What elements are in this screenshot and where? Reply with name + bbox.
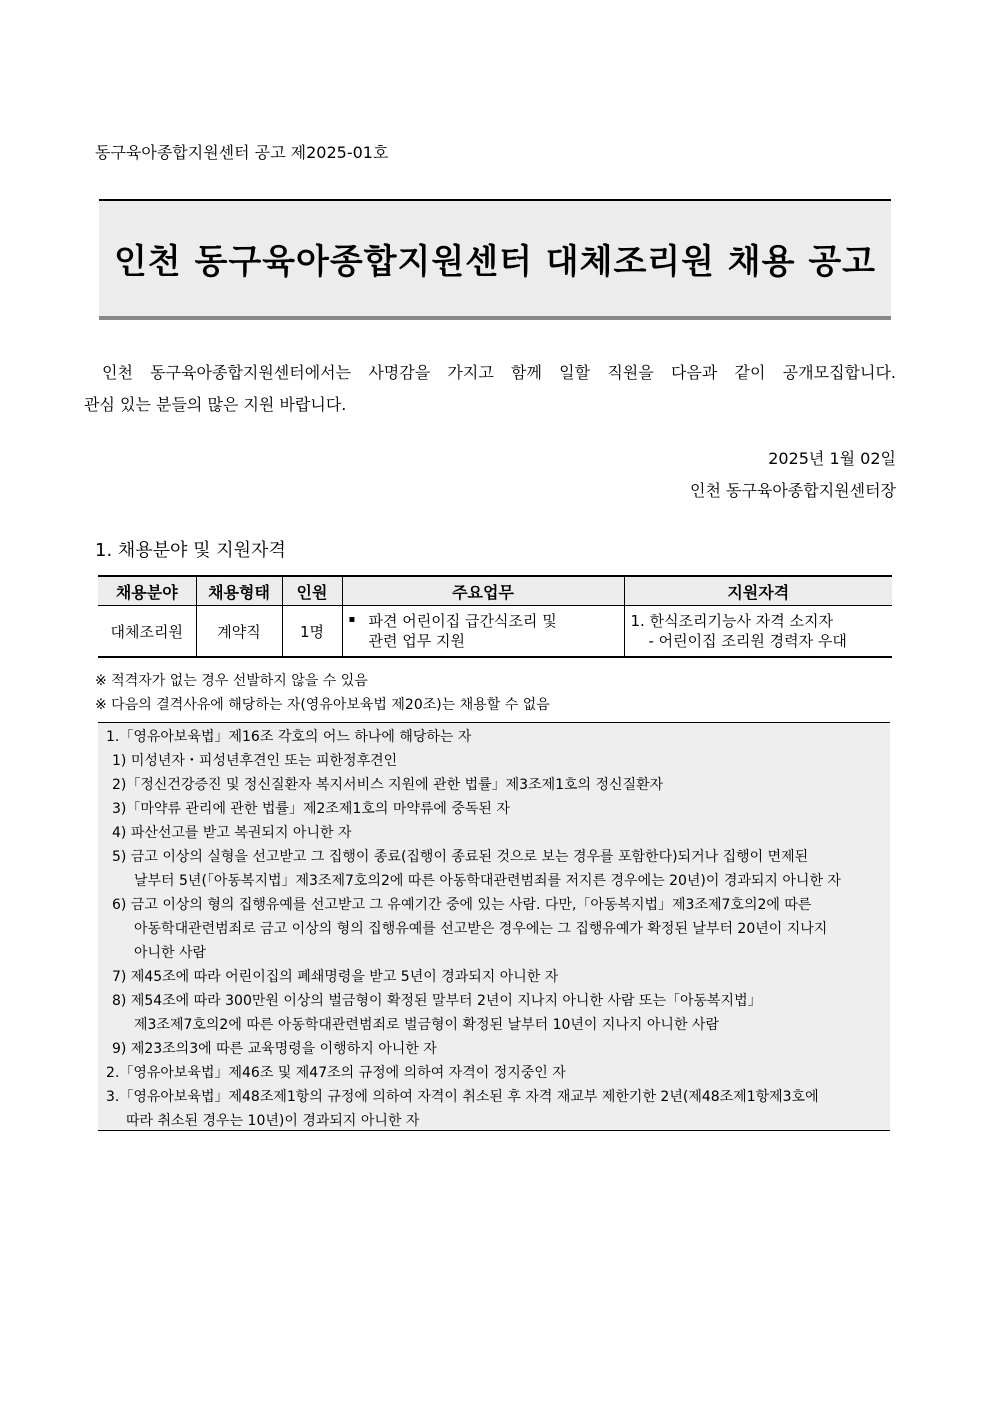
list-item: 1) 미성년자・피성년후견인 또는 피한정후견인: [112, 753, 398, 769]
header-duty: 주요업무: [342, 576, 624, 606]
cell-duty: [342, 606, 624, 658]
title-box: [99, 199, 891, 320]
notice-number: 동구육아종합지원센터 공고 제2025-01호: [95, 143, 389, 162]
notes: [95, 669, 550, 717]
intro-paragraph: [84, 357, 896, 421]
list-item: 3)「마약류 관리에 관한 법률」제2조제1호의 마약류에 중독된 자: [112, 801, 510, 817]
notice-date: 2025년 1월 02일: [768, 449, 896, 468]
recruitment-table: [98, 575, 892, 658]
duty-line-2: 관련 업무 지원: [368, 632, 465, 650]
list-item: 8) 제54조에 따라 300만원 이상의 벌금형이 확정된 말부터 2년이 지나지 아니한 사람 또는「아동복지법」: [112, 993, 762, 1009]
list-item-continued: 날부터 5년(「아동복지법」제3조제7호의2에 따른 아동학대관련범죄를 저지른 경우에는 20년)이 경과되지 아니한 자: [134, 873, 841, 889]
list-item-continued: 따라 취소된 경우는 10년)이 경과되지 아니한 자: [126, 1113, 420, 1129]
list-item: 1.「영유아보육법」제16조 각호의 어느 하나에 해당하는 자: [106, 729, 472, 745]
list-item-continued: 아동학대관련범죄로 금고 이상의 형의 집행유예를 선고받은 경우에는 그 집행유예가 확정된 날부터 20년이 지나지: [134, 921, 828, 937]
list-item: 5) 금고 이상의 실형을 선고받고 그 집행이 종료(집행이 종료된 것으로 보는 경우를 포함한다)되거나 집행이 면제된: [112, 849, 809, 865]
list-item: 6) 금고 이상의 형의 집행유예를 선고받고 그 유예기간 중에 있는 사람. 다만,「아동복지법」제3조제7호의2에 따른: [112, 897, 812, 913]
header-qualification: 지원자격: [624, 576, 892, 606]
list-item: 7) 제45조에 따라 어린이집의 폐쇄명령을 받고 5년이 경과되지 아니한 자: [112, 969, 559, 985]
list-item: 9) 제23조의3에 따른 교육명령을 이행하지 아니한 자: [112, 1041, 437, 1057]
disqualification-box: [98, 722, 890, 1131]
cell-field: 대체조리원: [98, 606, 196, 658]
page-title: 인천 동구육아종합지원센터 대체조리원 채용 공고: [113, 242, 877, 282]
header-count: 인원: [282, 576, 342, 606]
cell-qualification: [624, 606, 892, 658]
table-header-row: [98, 576, 892, 606]
list-item: 2.「영유아보육법」제46조 및 제47조의 규정에 의하여 자격이 정지중인 자: [106, 1065, 566, 1081]
intro-line-1: 인천 동구육아종합지원센터에서는 사명감을 가지고 함께 일할 직원을 다음과 같이 공개모집합니다.: [102, 363, 896, 382]
duty-line-1: 파견 어린이집 급간식조리 및: [368, 612, 557, 630]
list-item: 4) 파산선고를 받고 복권되지 아니한 자: [112, 825, 352, 841]
header-field: 채용분야: [98, 576, 196, 606]
section-heading-recruitment: 1. 채용분야 및 지원자격: [95, 540, 286, 561]
note-item: ※ 다음의 결격사유에 해당하는 자(영유아보육법 제20조)는 채용할 수 없음: [95, 697, 550, 713]
issuer: 인천 동구육아종합지원센터장: [689, 481, 896, 500]
date-block: [690, 443, 896, 507]
bullet-icon: ▪: [348, 614, 356, 625]
table-row: [98, 606, 892, 658]
cell-count: 1명: [282, 606, 342, 658]
list-item: 3.「영유아보육법」제48조제1항의 규정에 의하여 자격이 취소된 후 자격 재교부 제한기한 2년(제48조제1항제3호에: [106, 1089, 819, 1105]
list-item: 2)「정신건강증진 및 정신질환자 복지서비스 지원에 관한 법률」제3조제1호의 정신질환자: [112, 777, 664, 793]
header-type: 채용형태: [196, 576, 282, 606]
list-item-continued: 제3조제7호의2에 따른 아동학대관련범죄로 벌금형이 확정된 날부터 10년이 지나지 아니한 사람: [134, 1017, 719, 1033]
cell-type: 계약직: [196, 606, 282, 658]
qualification-line-1: 1. 한식조리기능사 자격 소지자: [630, 612, 833, 630]
list-item-continued: 아니한 사람: [134, 945, 207, 961]
note-item: ※ 적격자가 없는 경우 선발하지 않을 수 있음: [95, 673, 368, 689]
qualification-line-2: - 어린이집 조리원 경력자 우대: [648, 632, 847, 650]
intro-line-2: 관심 있는 분들의 많은 지원 바랍니다.: [84, 395, 347, 414]
